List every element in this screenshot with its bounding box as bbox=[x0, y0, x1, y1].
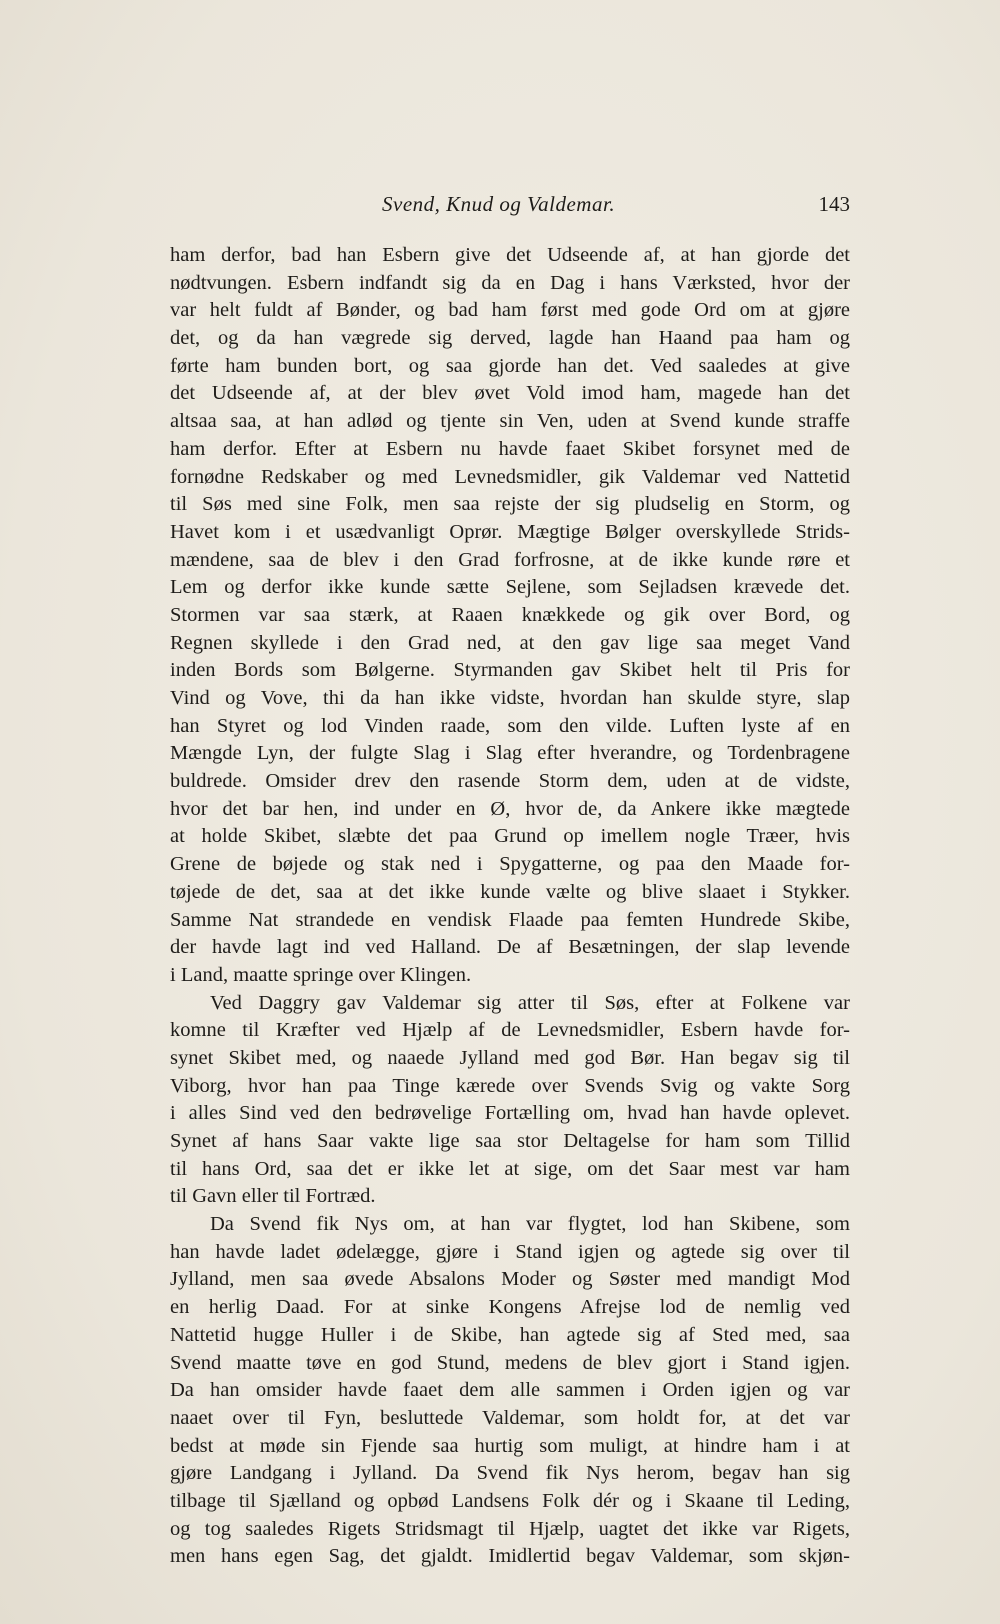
text-line: komne til Kræfter ved Hjælp af de Levnedsmidler, Esbern havde for- bbox=[170, 1019, 850, 1042]
text-line: til Søs med sine Folk, men saa rejste der sig pludselig en Storm, og bbox=[170, 493, 850, 516]
text-line: tøjede de det, saa at det ikke kunde vælte og blive slaaet i Stykker. bbox=[170, 880, 850, 903]
text-line: Da han omsider havde faaet dem alle sammen i Orden igjen og var bbox=[170, 1379, 850, 1402]
running-title: Svend, Knud og Valdemar. bbox=[382, 192, 616, 216]
text-line: inden Bords som Bølgerne. Styrmanden gav Skibet helt til Pris for bbox=[170, 659, 850, 682]
text-line: tilbage til Sjælland og opbød Landsens Folk dér og i Skaane til Leding, bbox=[170, 1489, 850, 1512]
text-line: buldrede. Omsider drev den rasende Storm dem, uden at de vidste, bbox=[170, 770, 850, 793]
text-line: førte ham bunden bort, og saa gjorde han det. Ved saaledes at give bbox=[170, 354, 850, 377]
text-line: bedst at møde sin Fjende saa hurtig som muligt, at hindre ham i at bbox=[170, 1434, 850, 1457]
text-line: Vind og Vove, thi da han ikke vidste, hvordan han skulde styre, slap bbox=[170, 687, 850, 709]
text-line: Mængde Lyn, der fulgte Slag i Slag efter hverandre, og Tordenbragene bbox=[170, 742, 850, 765]
text-line: Viborg, hvor han paa Tinge kærede over Svends Svig og vakte Sorg bbox=[170, 1074, 850, 1097]
text-line: til Gavn eller til Fortræd. bbox=[170, 1185, 376, 1208]
text-line: i Land, maatte springe over Klingen. bbox=[170, 963, 472, 986]
text-line: mændene, saa de blev i den Grad forfrosne, at de ikke kunde røre et bbox=[170, 548, 850, 571]
text-line: en herlig Daad. For at sinke Kongens Afrejse lod de nemlig ved bbox=[170, 1296, 850, 1319]
text-line: at holde Skibet, slæbte det paa Grund op imellem nogle Træer, hvis bbox=[170, 825, 850, 848]
text-line: Ved Daggry gav Valdemar sig atter til Søs, efter at Folkene var bbox=[210, 991, 850, 1014]
text-line: der havde lagt ind ved Halland. De af Besætningen, der slap levende bbox=[170, 936, 850, 959]
text-line: det Udseende af, at der blev øvet Vold imod ham, magede han det bbox=[170, 382, 850, 405]
text-line: Grene de bøjede og stak ned i Spygatterne, og paa den Maade for- bbox=[170, 853, 850, 876]
text-line: ham derfor, bad han Esbern give det Udseende af, at han gjorde det bbox=[170, 244, 850, 266]
text-line: Da Svend fik Nys om, at han var flygtet, lod han Skibene, som bbox=[210, 1213, 850, 1236]
page-number: 143 bbox=[818, 192, 850, 216]
text-line: Stormen var saa stærk, at Raaen knækkede og gik over Bord, og bbox=[170, 603, 850, 626]
text-line: Jylland, men saa øvede Absalons Moder og Søster med mandigt Mod bbox=[170, 1268, 850, 1291]
body-text bbox=[170, 242, 850, 1571]
text-line: Svend maatte tøve en god Stund, medens de blev gjort i Stand igjen. bbox=[170, 1351, 850, 1374]
text-line: fornødne Redskaber og med Levnedsmidler, gik Valdemar ved Nattetid bbox=[170, 465, 850, 488]
text-line: i alles Sind ved den bedrøvelige Fortælling om, hvad han havde oplevet. bbox=[170, 1102, 850, 1125]
text-line: og tog saaledes Rigets Stridsmagt til Hjælp, uagtet det ikke var Rigets, bbox=[170, 1517, 850, 1540]
text-line: men hans egen Sag, det gjaldt. Imidlertid begav Valdemar, som skjøn- bbox=[170, 1545, 850, 1568]
text-line: Samme Nat strandede en vendisk Flaade paa femten Hundrede Skibe, bbox=[170, 908, 850, 931]
text-line: synet Skibet med, og naaede Jylland med god Bør. Han begav sig til bbox=[170, 1046, 850, 1069]
text-line: Havet kom i et usædvanligt Oprør. Mægtige Bølger overskyllede Strids- bbox=[170, 520, 850, 543]
text-line: til hans Ord, saa det er ikke let at sige, om det Saar mest var ham bbox=[170, 1157, 850, 1180]
text-line: han havde ladet ødelægge, gjøre i Stand igjen og agtede sig over til bbox=[170, 1240, 850, 1263]
text-line: gjøre Landgang i Jylland. Da Svend fik Nys herom, begav han sig bbox=[170, 1462, 850, 1485]
text-line: ham derfor. Efter at Esbern nu havde faaet Skibet forsynet med de bbox=[170, 437, 850, 460]
text-line: Synet af hans Saar vakte lige saa stor Deltagelse for ham som Tillid bbox=[170, 1130, 850, 1152]
text-line: altsaa saa, at han adlød og tjente sin Ven, uden at Svend kunde straffe bbox=[170, 410, 850, 433]
text-line: Regnen skyllede i den Grad ned, at den gav lige saa meget Vand bbox=[170, 631, 850, 654]
text-line: hvor det bar hen, ind under en Ø, hvor de, da Ankere ikke mægtede bbox=[170, 797, 850, 820]
text-line: var helt fuldt af Bønder, og bad ham først med gode Ord om at gjøre bbox=[170, 299, 850, 322]
text-line: naaet over til Fyn, besluttede Valdemar, som holdt for, at det var bbox=[170, 1406, 850, 1429]
running-head bbox=[170, 192, 850, 222]
text-line: han Styret og lod Vinden raade, som den vilde. Luften lyste af en bbox=[170, 714, 850, 737]
text-line: det, og da han vægrede sig derved, lagde han Haand paa ham og bbox=[170, 327, 850, 350]
text-line: Lem og derfor ikke kunde sætte Sejlene, som Sejladsen krævede det. bbox=[170, 576, 850, 599]
text-line: nødtvungen. Esbern indfandt sig da en Dag i hans Værksted, hvor der bbox=[170, 271, 850, 294]
text-line: Nattetid hugge Huller i de Skibe, han agtede sig af Sted med, saa bbox=[170, 1323, 850, 1346]
